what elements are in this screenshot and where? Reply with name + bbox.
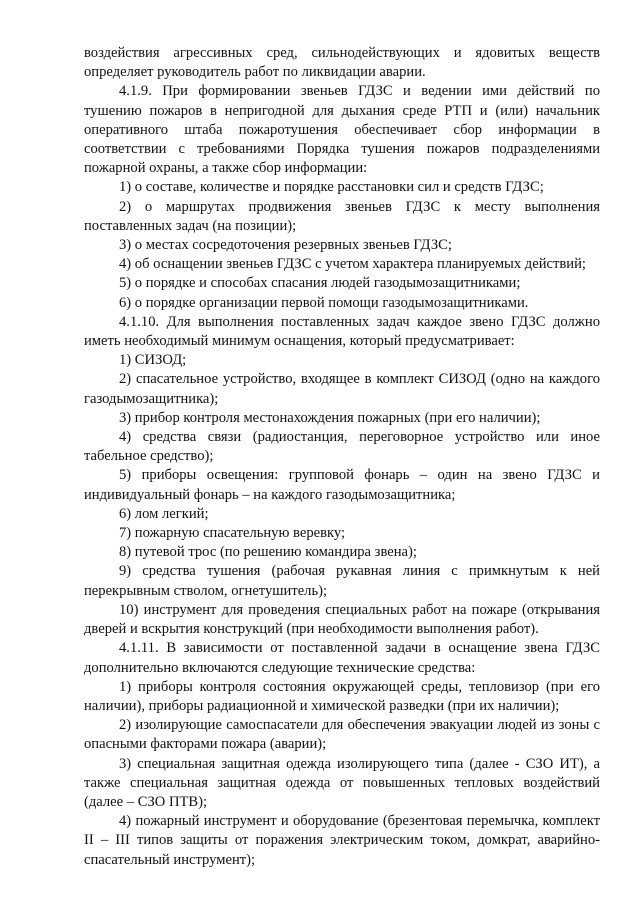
paragraph-4-1-10: 4.1.10. Для выполнения поставленных задач каждое звено ГДЗС должно иметь необходимый минимум оснащения, который предусматривает: [84, 313, 600, 350]
paragraph-4-1-9: 4.1.9. При формировании звеньев ГДЗС и ведении ими действий по тушению пожаров в непригодной для дыхания среде РТП и (или) начальник оперативного штаба пожаротушения обеспечивает сбор информации в соответствии с требованиями Порядка тушения пожаров подразделениями пожарной охраны, а также сбор информации: [84, 83, 600, 177]
list-item: 3) прибор контроля местонахождения пожарных (при его наличии); [119, 409, 541, 426]
list-item: 8) путевой трос (по решению командира звена); [119, 544, 417, 561]
list-item: 6) лом легкий; [119, 505, 209, 522]
list-item: 4) средства связи (радиостанция, переговорное устройство или иное табельное средство); [84, 429, 600, 465]
list-item: 6) о порядке организации первой помощи газодымозащитниками. [119, 294, 529, 311]
list-item: 1) приборы контроля состояния окружающей среды, тепловизор (при его наличии), приборы радиационной и химической разведки (при их наличии); [84, 678, 600, 714]
list-item: 4) об оснащении звеньев ГДЗС с учетом характера планируемых действий; [119, 256, 586, 273]
list-item: 2) спасательное устройство, входящее в комплект СИЗОД (одно на каждого газодымозащитника); [84, 371, 600, 407]
paragraph-continuation: воздействия агрессивных сред, сильнодействующих и ядовитых веществ определяет руководитель работ по ликвидации аварии. [84, 45, 600, 81]
list-item: 5) о порядке и способах спасания людей газодымозащитниками; [119, 275, 521, 292]
list-item: 5) приборы освещения: групповой фонарь – один на звено ГДЗС и индивидуальный фонарь – на каждого газодымозащитника; [84, 467, 600, 503]
list-item: 1) о составе, количестве и порядке расстановки сил и средств ГДЗС; [119, 179, 544, 196]
list-item: 3) специальная защитная одежда изолирующего типа (далее - СЗО ИТ), а также специальная защитная одежда от повышенных тепловых воздействий (далее – СЗО ПТВ); [84, 755, 600, 810]
list-item: 4) пожарный инструмент и оборудование (брезентовая перемычка, комплект II – III типов защиты от поражения электрическим током, домкрат, аварийно-спасательный инструмент); [84, 813, 600, 868]
paragraph-4-1-11: 4.1.11. В зависимости от поставленной задачи в оснащение звена ГДЗС дополнительно включаются следующие технические средства: [84, 640, 600, 676]
list-item: 10) инструмент для проведения специальных работ на пожаре (открывания дверей и вскрытия конструкций (при необходимости выполнения работ). [84, 601, 600, 638]
list-item: 1) СИЗОД; [119, 352, 187, 369]
list-item: 3) о местах сосредоточения резервных звеньев ГДЗС; [119, 237, 452, 254]
list-item: 7) пожарную спасательную веревку; [119, 525, 346, 542]
list-item: 2) изолирующие самоспасатели для обеспечения эвакуации людей из зоны с опасными факторами пожара (аварии); [84, 717, 600, 753]
list-item: 2) о маршрутах продвижения звеньев ГДЗС к месту выполнения поставленных задач (на позиции); [84, 198, 600, 234]
list-item: 9) средства тушения (рабочая рукавная линия с примкнутым к ней перекрывным стволом, огнетушитель); [84, 563, 600, 599]
